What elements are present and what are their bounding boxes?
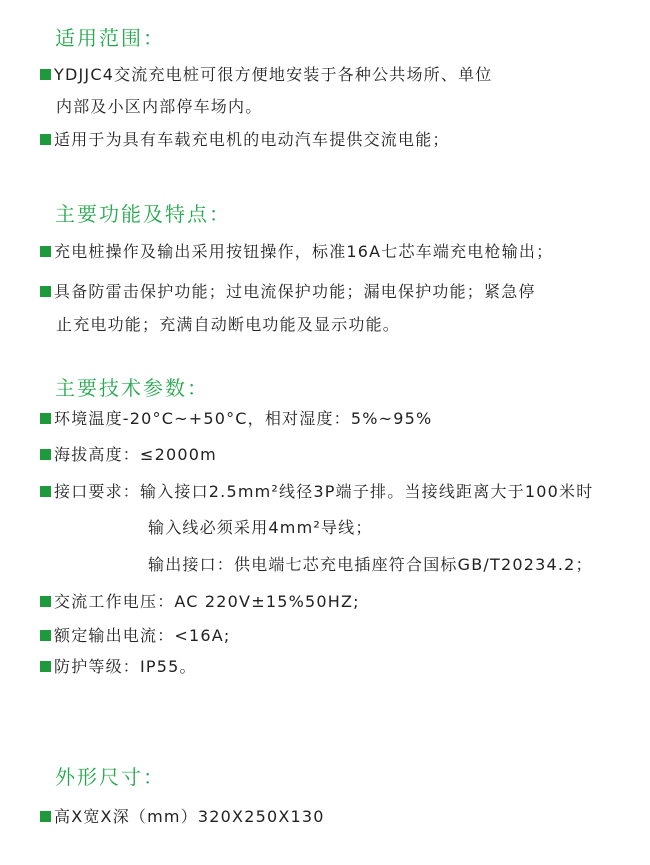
list-item-continuation: 输出接口：供电端七芯充电插座符合国标GB/T20234.2； [148, 555, 593, 574]
list-item: 交流工作电压：AC 220V±15%50HZ; [40, 589, 360, 612]
list-item: 适用于为具有车载充电机的电动汽车提供交流电能； [40, 127, 450, 150]
list-item: 防护等级：IP55。 [40, 654, 197, 677]
list-item: 高X宽X深（mm）320X250X130 [40, 804, 325, 827]
bullet-square-icon [40, 134, 51, 145]
list-item: 环境温度-20°C~+50°C，相对湿度：5%~95% [40, 406, 432, 429]
heading-scope: 适用范围： [55, 26, 165, 50]
list-item: 接口要求：输入接口2.5mm²线径3P端子排。当接线距离大于100米时 [40, 479, 593, 502]
bullet-square-icon [40, 486, 51, 497]
list-item: YDJJC4交流充电桩可很方便地安装于各种公共场所、单位 [40, 62, 492, 85]
list-item-continuation: 止充电功能；充满自动断电功能及显示功能。 [56, 315, 401, 334]
bullet-square-icon [40, 811, 51, 822]
bullet-square-icon [40, 246, 51, 257]
bullet-square-icon [40, 661, 51, 672]
list-item: 海拔高度：≤2000m [40, 442, 217, 465]
heading-tech-params: 主要技术参数： [55, 376, 209, 400]
bullet-square-icon [40, 69, 51, 80]
bullet-square-icon [40, 449, 51, 460]
list-item: 具备防雷击保护功能；过电流保护功能；漏电保护功能；紧急停 [40, 279, 536, 302]
list-item-continuation: 内部及小区内部停车场内。 [56, 97, 263, 116]
bullet-square-icon [40, 413, 51, 424]
bullet-square-icon [40, 596, 51, 607]
list-item: 充电桩操作及输出采用按钮操作，标准16A七芯车端充电枪输出； [40, 239, 553, 262]
list-item: 额定输出电流：<16A; [40, 623, 231, 646]
heading-dimensions: 外形尺寸： [55, 765, 165, 789]
bullet-square-icon [40, 630, 51, 641]
heading-features: 主要功能及特点： [55, 202, 231, 226]
bullet-square-icon [40, 286, 51, 297]
list-item-continuation: 输入线必须采用4mm²导线； [148, 518, 373, 537]
